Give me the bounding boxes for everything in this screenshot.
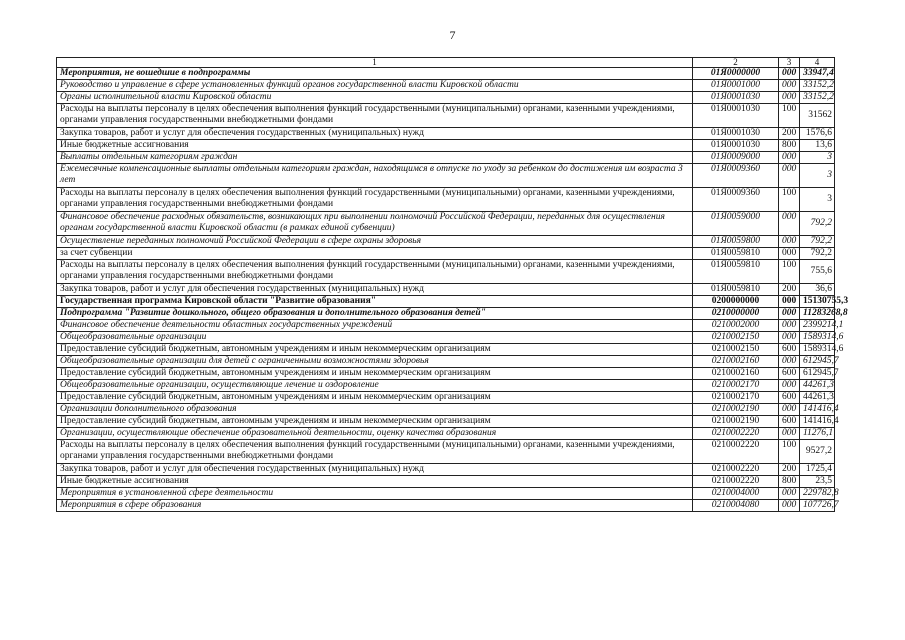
page-number: 7 (449, 28, 456, 42)
table-row (57, 380, 835, 392)
row-code-cell: 01Я0009360 (693, 188, 779, 212)
table-row (57, 488, 835, 500)
row-sum-cell: 33947,4 (800, 68, 835, 80)
row-sum-cell: 792,2 (800, 248, 835, 260)
row-name-cell: Осуществление переданных полномочий Российской Федерации в сфере охраны здоровья (57, 236, 693, 248)
row-sum-cell: 141416,4 (800, 416, 835, 428)
row-type-cell: 000 (779, 320, 800, 332)
table-row (57, 140, 835, 152)
row-name-cell: Иные бюджетные ассигнования (57, 476, 693, 488)
row-type-cell: 200 (779, 284, 800, 296)
row-name-cell: Финансовое обеспечение расходных обязательств, возникающих при выполнении полномочий Российской Федерации, переданных для осуществления органам государственной власти Кировской области (в рамках единой субвенции) (57, 212, 693, 236)
row-sum-cell: 1589314,6 (800, 344, 835, 356)
row-name-cell: Расходы на выплаты персоналу в целях обеспечения выполнения функций государственными (муниципальными) органами, казенными учреждениями, органами управления государственными внебюджетными фондами (57, 188, 693, 212)
row-type-cell: 100 (779, 260, 800, 284)
row-sum-cell: 229782,8 (800, 488, 835, 500)
row-code-cell: 01Я0001030 (693, 92, 779, 104)
row-sum-cell: 33152,2 (800, 80, 835, 92)
row-name-cell: Органы исполнительной власти Кировской области (57, 92, 693, 104)
row-code-cell: 01Я0059810 (693, 284, 779, 296)
row-sum-cell: 33152,2 (800, 92, 835, 104)
row-name-cell: Руководство и управление в сфере установленных функций органов государственной власти Кировской области (57, 80, 693, 92)
row-type-cell: 000 (779, 488, 800, 500)
row-name-cell: Иные бюджетные ассигнования (57, 140, 693, 152)
row-sum-cell: 612945,7 (800, 356, 835, 368)
row-code-cell: 0210002190 (693, 404, 779, 416)
table-row (57, 248, 835, 260)
row-sum-cell: 11283268,8 (800, 308, 835, 320)
header-col-4: 4 (800, 58, 835, 68)
row-type-cell: 000 (779, 308, 800, 320)
row-name-cell: Мероприятия в сфере образования (57, 500, 693, 512)
table-row (57, 368, 835, 380)
row-sum-cell: 9527,2 (800, 440, 835, 464)
row-code-cell: 0210002000 (693, 320, 779, 332)
table-row (57, 464, 835, 476)
row-sum-cell: 107726,7 (800, 500, 835, 512)
table-row (57, 236, 835, 248)
row-name-cell: Закупка товаров, работ и услуг для обеспечения государственных (муниципальных) нужд (57, 464, 693, 476)
row-code-cell: 0210002170 (693, 380, 779, 392)
row-type-cell: 000 (779, 428, 800, 440)
row-code-cell: 0210002220 (693, 464, 779, 476)
row-sum-cell: 31562 (800, 104, 835, 128)
row-name-cell: Закупка товаров, работ и услуг для обеспечения государственных (муниципальных) нужд (57, 284, 693, 296)
row-name-cell: Предоставление субсидий бюджетным, автономным учреждениям и иным некоммерческим организациям (57, 416, 693, 428)
row-type-cell: 000 (779, 296, 800, 308)
row-name-cell: Ежемесячные компенсационные выплаты отдельным категориям граждан, находящимся в отпуске по уходу за ребенком до достижения им возраста 3 лет (57, 164, 693, 188)
row-sum-cell: 792,2 (800, 236, 835, 248)
row-sum-cell: 36,6 (800, 284, 835, 296)
row-type-cell: 600 (779, 368, 800, 380)
row-sum-cell: 2399214,1 (800, 320, 835, 332)
row-code-cell: 01Я0059800 (693, 236, 779, 248)
row-code-cell: 01Я0001030 (693, 128, 779, 140)
row-sum-cell: 755,6 (800, 260, 835, 284)
row-name-cell: Мероприятия в установленной сфере деятельности (57, 488, 693, 500)
row-code-cell: 0210002170 (693, 392, 779, 404)
row-type-cell: 000 (779, 236, 800, 248)
table-row (57, 344, 835, 356)
row-name-cell: Предоставление субсидий бюджетным, автономным учреждениям и иным некоммерческим организациям (57, 344, 693, 356)
row-code-cell: 0210002220 (693, 440, 779, 464)
row-code-cell: 01Я0059000 (693, 212, 779, 236)
table-header-row (57, 58, 835, 68)
row-type-cell: 600 (779, 392, 800, 404)
row-type-cell: 200 (779, 464, 800, 476)
table-row (57, 164, 835, 188)
table-row (57, 212, 835, 236)
row-sum-cell: 3 (800, 188, 835, 212)
row-code-cell: 0210002160 (693, 368, 779, 380)
row-sum-cell: 3 (800, 164, 835, 188)
table-row (57, 476, 835, 488)
row-type-cell: 000 (779, 404, 800, 416)
row-type-cell: 000 (779, 80, 800, 92)
row-sum-cell: 1725,4 (800, 464, 835, 476)
table-row (57, 128, 835, 140)
table-row (57, 80, 835, 92)
row-code-cell: 0210002220 (693, 476, 779, 488)
row-sum-cell: 15130755,3 (800, 296, 835, 308)
table-row (57, 68, 835, 80)
row-type-cell: 000 (779, 380, 800, 392)
row-name-cell: Расходы на выплаты персоналу в целях обеспечения выполнения функций государственными (муниципальными) органами, казенными учреждениями, органами управления государственными внебюджетными фондами (57, 104, 693, 128)
budget-table (56, 57, 849, 512)
row-type-cell: 000 (779, 164, 800, 188)
table-row (57, 356, 835, 368)
row-code-cell: 01Я0001000 (693, 80, 779, 92)
row-code-cell: 01Я0059810 (693, 248, 779, 260)
row-code-cell: 0210002190 (693, 416, 779, 428)
row-name-cell: Выплаты отдельным категориям граждан (57, 152, 693, 164)
table-row (57, 500, 835, 512)
header-col-2: 2 (693, 58, 779, 68)
row-code-cell: 01Я0059810 (693, 260, 779, 284)
row-name-cell: Организации дополнительного образования (57, 404, 693, 416)
row-code-cell: 01Я0000000 (693, 68, 779, 80)
row-sum-cell: 792,2 (800, 212, 835, 236)
row-code-cell: 0210004000 (693, 488, 779, 500)
row-code-cell: 01Я0009000 (693, 152, 779, 164)
row-sum-cell: 11276,1 (800, 428, 835, 440)
row-type-cell: 600 (779, 416, 800, 428)
row-type-cell: 200 (779, 128, 800, 140)
row-name-cell: Финансовое обеспечение деятельности областных государственных учреждений (57, 320, 693, 332)
row-name-cell: Общеобразовательные организации для детей с ограниченными возможностями здоровья (57, 356, 693, 368)
row-code-cell: 0210002150 (693, 332, 779, 344)
table-row (57, 92, 835, 104)
row-type-cell: 100 (779, 188, 800, 212)
row-type-cell: 000 (779, 356, 800, 368)
row-sum-cell: 1589314,6 (800, 332, 835, 344)
row-code-cell: 0200000000 (693, 296, 779, 308)
row-sum-cell: 3 (800, 152, 835, 164)
row-type-cell: 000 (779, 500, 800, 512)
table-row (57, 284, 835, 296)
row-name-cell: Предоставление субсидий бюджетным, автономным учреждениям и иным некоммерческим организациям (57, 392, 693, 404)
table-row (57, 392, 835, 404)
row-type-cell: 800 (779, 476, 800, 488)
row-sum-cell: 23,5 (800, 476, 835, 488)
table-row (57, 320, 835, 332)
row-code-cell: 01Я0001030 (693, 104, 779, 128)
row-sum-cell: 13,6 (800, 140, 835, 152)
row-name-cell: Расходы на выплаты персоналу в целях обеспечения выполнения функций государственными (муниципальными) органами, казенными учреждениями, органами управления государственными внебюджетными фондами (57, 440, 693, 464)
row-sum-cell: 44261,3 (800, 380, 835, 392)
row-code-cell: 0210002220 (693, 428, 779, 440)
table-row (57, 152, 835, 164)
row-type-cell: 100 (779, 440, 800, 464)
row-type-cell: 600 (779, 344, 800, 356)
table-row (57, 188, 835, 212)
table-row (57, 428, 835, 440)
row-type-cell: 000 (779, 248, 800, 260)
row-name-cell: за счет субвенции (57, 248, 693, 260)
row-code-cell: 01Я0001030 (693, 140, 779, 152)
row-code-cell: 0210000000 (693, 308, 779, 320)
table-row (57, 440, 835, 464)
row-name-cell: Организации, осуществляющие обеспечение образовательной деятельности, оценку качества образования (57, 428, 693, 440)
row-name-cell: Общеобразовательные организации, осуществляющие лечение и оздоровление (57, 380, 693, 392)
row-type-cell: 000 (779, 152, 800, 164)
row-type-cell: 000 (779, 212, 800, 236)
row-name-cell: Общеобразовательные организации (57, 332, 693, 344)
row-code-cell: 01Я0009360 (693, 164, 779, 188)
table-row (57, 416, 835, 428)
header-col-3: 3 (779, 58, 800, 68)
header-col-1: 1 (57, 58, 693, 68)
table-row (57, 260, 835, 284)
row-type-cell: 100 (779, 104, 800, 128)
table-row (57, 296, 835, 308)
row-name-cell: Предоставление субсидий бюджетным, автономным учреждениям и иным некоммерческим организациям (57, 368, 693, 380)
row-code-cell: 0210004080 (693, 500, 779, 512)
table-row (57, 104, 835, 128)
row-type-cell: 000 (779, 92, 800, 104)
row-code-cell: 0210002160 (693, 356, 779, 368)
row-sum-cell: 141416,4 (800, 404, 835, 416)
table-row (57, 404, 835, 416)
row-type-cell: 000 (779, 68, 800, 80)
row-sum-cell: 612945,7 (800, 368, 835, 380)
table-row (57, 308, 835, 320)
row-name-cell: Закупка товаров, работ и услуг для обеспечения государственных (муниципальных) нужд (57, 128, 693, 140)
row-sum-cell: 1576,6 (800, 128, 835, 140)
row-type-cell: 800 (779, 140, 800, 152)
row-sum-cell: 44261,3 (800, 392, 835, 404)
row-name-cell: Мероприятия, не вошедшие в подпрограммы (57, 68, 693, 80)
row-name-cell: Подпрограмма "Развитие дошкольного, общего образования и дополнительного образования детей" (57, 308, 693, 320)
row-type-cell: 000 (779, 332, 800, 344)
table-row (57, 332, 835, 344)
row-name-cell: Расходы на выплаты персоналу в целях обеспечения выполнения функций государственными (муниципальными) органами, казенными учреждениями, органами управления государственными внебюджетными фондами (57, 260, 693, 284)
row-name-cell: Государственная программа Кировской области "Развитие образования" (57, 296, 693, 308)
row-code-cell: 0210002150 (693, 344, 779, 356)
